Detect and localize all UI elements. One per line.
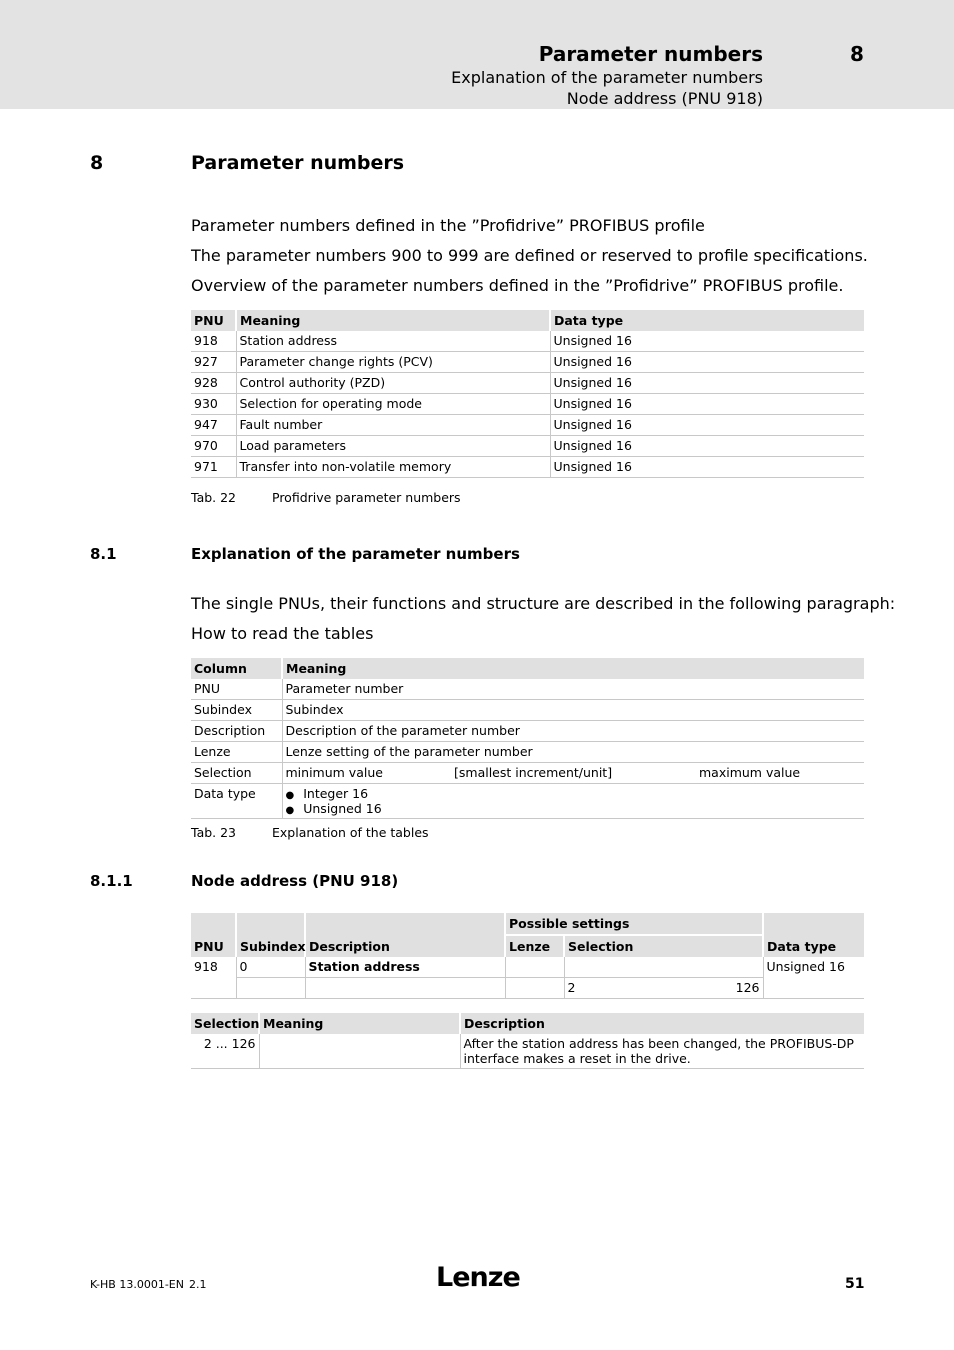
table-header-row bbox=[191, 658, 864, 679]
cell-meaning: Description of the parameter number bbox=[282, 721, 864, 742]
description-line: interface makes a reset in the drive. bbox=[463, 1051, 691, 1066]
table-caption bbox=[191, 825, 429, 840]
col-header-subindex: Subindex bbox=[236, 913, 305, 957]
cell-subindex: 0 bbox=[236, 957, 305, 978]
table-row bbox=[191, 957, 864, 978]
cell-selection: 2 ... 126 bbox=[191, 1034, 259, 1069]
cell-meaning: Subindex bbox=[282, 700, 864, 721]
cell-meaning: Load parameters bbox=[236, 436, 550, 457]
header-subtitle-2: Node address (PNU 918) bbox=[566, 89, 763, 108]
cell-column: Description bbox=[191, 721, 282, 742]
paragraph-5: How to read the tables bbox=[191, 624, 374, 643]
table-explanation bbox=[191, 658, 864, 819]
cell-description: Station address bbox=[305, 957, 505, 978]
cell-selection bbox=[564, 957, 763, 978]
cell-meaning bbox=[259, 1034, 460, 1069]
cell-column: Data type bbox=[191, 784, 282, 819]
page-header bbox=[0, 0, 954, 109]
cell-pnu: 947 bbox=[191, 415, 236, 436]
subsection-title: Explanation of the parameter numbers bbox=[191, 545, 520, 563]
col-header-datatype: Data type bbox=[763, 913, 864, 957]
section-title: Parameter numbers bbox=[191, 152, 405, 174]
header-subtitle-1: Explanation of the parameter numbers bbox=[451, 68, 763, 87]
table-row bbox=[191, 457, 864, 478]
subsection-number: 8.1.1 bbox=[90, 872, 133, 890]
cell-lenze bbox=[505, 978, 564, 999]
cell-datatype: Unsigned 16 bbox=[550, 352, 864, 373]
page-number: 51 bbox=[845, 1276, 865, 1292]
table-row bbox=[191, 742, 864, 763]
cell-column: Subindex bbox=[191, 700, 282, 721]
caption-text: Profidrive parameter numbers bbox=[272, 490, 461, 505]
section-number: 8 bbox=[90, 152, 104, 174]
table-row bbox=[191, 394, 864, 415]
cell-pnu: 918 bbox=[191, 957, 236, 999]
table-header-row bbox=[191, 1013, 864, 1034]
cell-pnu: 928 bbox=[191, 373, 236, 394]
paragraph-3: Overview of the parameter numbers defined in the ”Profidrive” PROFIBUS profile. bbox=[191, 276, 844, 295]
col-header-pnu: PNU bbox=[191, 310, 236, 331]
cell-pnu: 927 bbox=[191, 352, 236, 373]
cell-subindex bbox=[236, 978, 305, 999]
lenze-logo: Lenze bbox=[436, 1262, 520, 1293]
cell-datatype: Unsigned 16 bbox=[550, 436, 864, 457]
cell-meaning: Lenze setting of the parameter number bbox=[282, 742, 864, 763]
table-row bbox=[191, 700, 864, 721]
table-row bbox=[191, 784, 864, 819]
cell-meaning: Control authority (PZD) bbox=[236, 373, 550, 394]
cell-datatype: Unsigned 16 bbox=[550, 331, 864, 352]
footer-doc-id: K-HB 13.0001-EN bbox=[90, 1278, 184, 1291]
col-header-description: Description bbox=[460, 1013, 864, 1034]
cell-meaning: Parameter change rights (PCV) bbox=[236, 352, 550, 373]
cell-meaning: Selection for operating mode bbox=[236, 394, 550, 415]
paragraph-2: The parameter numbers 900 to 999 are defined or reserved to profile specifications. bbox=[191, 246, 868, 265]
table-row bbox=[191, 352, 864, 373]
col-header-lenze: Lenze bbox=[505, 935, 564, 957]
col-header-meaning: Meaning bbox=[259, 1013, 460, 1034]
cell-pnu: 930 bbox=[191, 394, 236, 415]
cell-column: Lenze bbox=[191, 742, 282, 763]
selection-table bbox=[191, 1013, 864, 1069]
col-header-datatype: Data type bbox=[550, 310, 864, 331]
list-item: ● Integer 16 bbox=[286, 786, 862, 801]
caption-number: Tab. 23 bbox=[191, 825, 237, 840]
table-row bbox=[191, 1034, 864, 1069]
col-header-description: Description bbox=[305, 913, 505, 957]
selection-min: 2 bbox=[567, 980, 576, 995]
cell-meaning: Transfer into non-volatile memory bbox=[236, 457, 550, 478]
cell-datatype: Unsigned 16 bbox=[550, 373, 864, 394]
subsection-number: 8.1 bbox=[90, 545, 117, 563]
cell-datatype: Unsigned 16 bbox=[763, 957, 864, 999]
col-header-selection: Selection bbox=[191, 1013, 259, 1034]
col-header-meaning: Meaning bbox=[282, 658, 864, 679]
cell-datatype: Unsigned 16 bbox=[550, 457, 864, 478]
cell-meaning: Parameter number bbox=[282, 679, 864, 700]
selection-max: 126 bbox=[735, 980, 760, 995]
col-header-column: Column bbox=[191, 658, 282, 679]
table-row bbox=[191, 436, 864, 457]
paragraph-4: The single PNUs, their functions and structure are described in the following paragraph: bbox=[191, 594, 896, 613]
table-row bbox=[191, 415, 864, 436]
cell-pnu: 918 bbox=[191, 331, 236, 352]
cell-meaning: Fault number bbox=[236, 415, 550, 436]
table-row bbox=[191, 373, 864, 394]
profidrive-table bbox=[191, 310, 864, 478]
description-line: After the station address has been changed, the PROFIBUS-DP bbox=[463, 1036, 854, 1051]
col-header-possible-settings: Possible settings bbox=[505, 913, 763, 935]
caption-text: Explanation of the tables bbox=[272, 825, 429, 840]
cell-description bbox=[305, 978, 505, 999]
cell-pnu: 971 bbox=[191, 457, 236, 478]
header-title: Parameter numbers bbox=[538, 42, 763, 66]
caption-number: Tab. 22 bbox=[191, 490, 237, 505]
table-row bbox=[191, 679, 864, 700]
pnu-918-table bbox=[191, 913, 864, 999]
cell-column: Selection bbox=[191, 763, 282, 784]
cell-meaning: Station address bbox=[236, 331, 550, 352]
cell-description bbox=[460, 1034, 864, 1069]
header-chapter: 8 bbox=[850, 42, 864, 66]
cell-min-value: minimum value bbox=[282, 763, 451, 784]
table-row bbox=[191, 721, 864, 742]
col-header-selection: Selection bbox=[564, 935, 763, 957]
cell-datatype-list bbox=[282, 784, 864, 819]
table-row bbox=[191, 331, 864, 352]
cell-increment: [smallest increment/unit] bbox=[451, 763, 696, 784]
cell-max-value: maximum value bbox=[696, 763, 864, 784]
col-header-pnu: PNU bbox=[191, 913, 236, 957]
cell-column: PNU bbox=[191, 679, 282, 700]
col-header-meaning: Meaning bbox=[236, 310, 550, 331]
cell-datatype: Unsigned 16 bbox=[550, 415, 864, 436]
footer-version: 2.1 bbox=[189, 1278, 207, 1291]
cell-lenze bbox=[505, 957, 564, 978]
table-header-row bbox=[191, 310, 864, 331]
cell-pnu: 970 bbox=[191, 436, 236, 457]
table-row bbox=[191, 763, 864, 784]
table-caption bbox=[191, 490, 461, 505]
subsection-title: Node address (PNU 918) bbox=[191, 872, 399, 890]
list-item: ● Unsigned 16 bbox=[286, 801, 862, 816]
paragraph-1: Parameter numbers defined in the ”Profidrive” PROFIBUS profile bbox=[191, 216, 705, 235]
cell-datatype: Unsigned 16 bbox=[550, 394, 864, 415]
cell-selection-range bbox=[564, 978, 763, 999]
